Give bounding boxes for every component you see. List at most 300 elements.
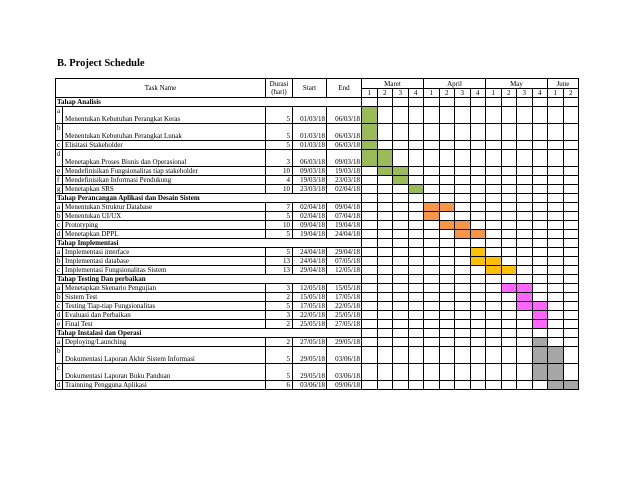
gantt-cell — [470, 176, 486, 185]
section-row — [56, 329, 579, 338]
task-row — [56, 124, 579, 141]
week-header: 3 — [455, 89, 471, 98]
gantt-cell — [486, 230, 502, 239]
gantt-cell — [393, 141, 409, 150]
gantt-cell — [470, 221, 486, 230]
task-duration: 10 — [266, 185, 293, 194]
gantt-cell — [393, 257, 409, 266]
gantt-cell — [408, 124, 424, 141]
gantt-cell — [393, 203, 409, 212]
gantt-cell — [455, 239, 471, 248]
gantt-bar-cell — [424, 212, 440, 221]
gantt-cell — [362, 284, 378, 293]
task-start: 24/04/18 — [293, 248, 327, 257]
gantt-cell — [532, 141, 548, 150]
task-name: Menentukan Kebutuhan Perangkat Lunak — [63, 124, 266, 141]
section-title: Tahap Testing Dan perbaikan — [56, 275, 362, 284]
section-row — [56, 239, 579, 248]
gantt-cell — [362, 293, 378, 302]
task-label: e — [56, 320, 63, 329]
task-label: g — [57, 185, 61, 193]
gantt-cell — [532, 124, 548, 141]
gantt-cell — [486, 203, 502, 212]
gantt-cell — [393, 150, 409, 167]
gantt-cell — [393, 320, 409, 329]
gantt-cell — [532, 185, 548, 194]
gantt-cell — [548, 266, 564, 275]
gantt-cell — [470, 381, 486, 390]
section-title: Tahap Analisis — [56, 98, 362, 107]
task-name: Implementasi interface — [63, 248, 266, 257]
task-name: Menetapkan DPPL — [63, 230, 266, 239]
task-duration: 2 — [266, 293, 293, 302]
gantt-cell — [408, 150, 424, 167]
gantt-cell — [439, 239, 455, 248]
page-heading: B. Project Schedule — [57, 58, 145, 69]
task-end: 27/05/18 — [327, 320, 362, 329]
task-end: 15/05/18 — [327, 284, 362, 293]
gantt-cell — [408, 239, 424, 248]
gantt-cell — [424, 185, 440, 194]
gantt-cell — [563, 98, 579, 107]
gantt-cell — [424, 176, 440, 185]
task-end: 12/05/18 — [327, 266, 362, 275]
task-end: 29/04/18 — [327, 248, 362, 257]
gantt-cell — [532, 176, 548, 185]
gantt-cell — [532, 239, 548, 248]
task-row — [56, 141, 579, 150]
gantt-cell — [439, 98, 455, 107]
task-start: 19/03/18 — [293, 176, 327, 185]
gantt-cell — [532, 275, 548, 284]
duration-header-unit: (hari) — [271, 88, 287, 96]
gantt-cell — [393, 266, 409, 275]
gantt-cell — [563, 248, 579, 257]
gantt-cell — [408, 381, 424, 390]
gantt-cell — [470, 293, 486, 302]
week-header: 4 — [408, 89, 424, 98]
gantt-cell — [455, 266, 471, 275]
gantt-cell — [548, 311, 564, 320]
gantt-bar-cell — [532, 311, 548, 320]
gantt-cell — [362, 212, 378, 221]
task-start: 19/04/18 — [293, 230, 327, 239]
gantt-cell — [563, 141, 579, 150]
gantt-cell — [439, 302, 455, 311]
task-row — [56, 381, 579, 390]
task-name: Menentukan Struktur Database — [63, 203, 266, 212]
gantt-cell — [517, 239, 533, 248]
task-label: e — [56, 167, 63, 176]
gantt-cell — [563, 107, 579, 124]
gantt-cell — [393, 248, 409, 257]
task-duration: 5 — [266, 248, 293, 257]
task-start: 29/04/18 — [293, 266, 327, 275]
week-header: 1 — [548, 89, 564, 98]
gantt-cell — [486, 141, 502, 150]
gantt-cell — [377, 141, 393, 150]
gantt-cell — [470, 150, 486, 167]
task-name: Prototyping — [63, 221, 266, 230]
task-label: c — [56, 221, 63, 230]
gantt-cell — [470, 311, 486, 320]
gantt-cell — [548, 167, 564, 176]
gantt-cell — [424, 364, 440, 381]
gantt-cell — [486, 293, 502, 302]
gantt-cell — [563, 194, 579, 203]
task-label: a — [56, 248, 63, 257]
gantt-cell — [439, 293, 455, 302]
gantt-cell — [377, 320, 393, 329]
gantt-cell — [486, 212, 502, 221]
gantt-cell — [532, 212, 548, 221]
gantt-cell — [486, 364, 502, 381]
gantt-cell — [377, 266, 393, 275]
gantt-cell — [563, 124, 579, 141]
gantt-cell — [408, 107, 424, 124]
gantt-cell — [362, 203, 378, 212]
gantt-cell — [377, 329, 393, 338]
gantt-cell — [517, 347, 533, 364]
task-label: f — [56, 176, 63, 185]
gantt-cell — [424, 381, 440, 390]
gantt-cell — [470, 194, 486, 203]
task-start: 02/04/18 — [293, 203, 327, 212]
task-start: 12/05/18 — [293, 284, 327, 293]
gantt-cell — [532, 230, 548, 239]
gantt-cell — [548, 107, 564, 124]
task-label: b — [57, 257, 61, 265]
task-name: Menetapkan Skenario Pengujian — [63, 284, 266, 293]
gantt-cell — [362, 230, 378, 239]
gantt-cell — [486, 311, 502, 320]
gantt-cell — [470, 320, 486, 329]
gantt-cell — [377, 293, 393, 302]
gantt-cell — [470, 98, 486, 107]
gantt-cell — [470, 347, 486, 364]
gantt-cell — [563, 329, 579, 338]
task-row — [56, 338, 579, 347]
task-end: 07/04/18 — [327, 212, 362, 221]
task-start: 01/03/18 — [293, 107, 327, 124]
gantt-cell — [362, 194, 378, 203]
gantt-cell — [424, 141, 440, 150]
gantt-cell — [563, 221, 579, 230]
gantt-cell — [501, 311, 517, 320]
task-row — [56, 185, 579, 194]
gantt-cell — [393, 329, 409, 338]
gantt-cell — [548, 329, 564, 338]
gantt-cell — [439, 266, 455, 275]
task-start: 25/05/18 — [293, 320, 327, 329]
month-header-april: April — [424, 79, 486, 89]
gantt-cell — [393, 293, 409, 302]
gantt-cell — [470, 124, 486, 141]
gantt-cell — [470, 203, 486, 212]
gantt-cell — [486, 329, 502, 338]
gantt-cell — [362, 98, 378, 107]
gantt-cell — [455, 284, 471, 293]
gantt-cell — [486, 98, 502, 107]
gantt-bar-cell — [486, 257, 502, 266]
gantt-cell — [424, 266, 440, 275]
gantt-cell — [470, 364, 486, 381]
task-end: 06/03/18 — [327, 107, 362, 124]
gantt-cell — [501, 185, 517, 194]
gantt-bar-cell — [439, 221, 455, 230]
gantt-cell — [408, 275, 424, 284]
gantt-cell — [548, 248, 564, 257]
gantt-cell — [532, 266, 548, 275]
gantt-cell — [393, 212, 409, 221]
gantt-cell — [439, 107, 455, 124]
task-end: 09/06/18 — [327, 381, 362, 390]
gantt-cell — [455, 185, 471, 194]
gantt-cell — [563, 150, 579, 167]
gantt-cell — [501, 203, 517, 212]
gantt-cell — [439, 248, 455, 257]
gantt-cell — [424, 293, 440, 302]
task-name: Menetapkan Proses Bisnis dan Operasional — [63, 150, 266, 167]
gantt-cell — [548, 302, 564, 311]
task-start: 27/05/18 — [293, 338, 327, 347]
task-label: b — [57, 293, 61, 301]
gantt-cell — [548, 124, 564, 141]
gantt-cell — [470, 185, 486, 194]
gantt-cell — [517, 364, 533, 381]
gantt-cell — [362, 221, 378, 230]
gantt-cell — [470, 107, 486, 124]
gantt-cell — [424, 239, 440, 248]
week-header: 2 — [377, 89, 393, 98]
gantt-cell — [455, 338, 471, 347]
task-duration: 3 — [266, 311, 293, 320]
task-name: Dokumentasi Laporan Akhir Sistem Informasi — [63, 347, 266, 364]
gantt-cell — [408, 98, 424, 107]
gantt-cell — [563, 212, 579, 221]
gantt-cell — [501, 212, 517, 221]
gantt-cell — [408, 203, 424, 212]
gantt-cell — [517, 107, 533, 124]
gantt-bar-cell — [377, 150, 393, 167]
gantt-cell — [548, 338, 564, 347]
gantt-bar-cell — [517, 302, 533, 311]
gantt-cell — [455, 203, 471, 212]
gantt-cell — [408, 364, 424, 381]
gantt-cell — [362, 176, 378, 185]
gantt-cell — [486, 167, 502, 176]
task-duration: 3 — [266, 150, 293, 167]
task-name-header: Task Name — [56, 79, 266, 98]
gantt-cell — [362, 302, 378, 311]
gantt-cell — [424, 302, 440, 311]
gantt-bar-cell — [393, 167, 409, 176]
section-title: Tahap Implementasi — [56, 239, 362, 248]
gantt-cell — [501, 302, 517, 311]
gantt-cell — [563, 320, 579, 329]
gantt-cell — [408, 194, 424, 203]
task-start: 17/05/18 — [293, 302, 327, 311]
week-header: 2 — [439, 89, 455, 98]
gantt-cell — [517, 141, 533, 150]
gantt-cell — [548, 239, 564, 248]
task-duration: 5 — [266, 107, 293, 124]
section-row — [56, 194, 579, 203]
gantt-cell — [532, 329, 548, 338]
task-name: Trainning Pengguna Aplikasi — [63, 381, 266, 390]
gantt-cell — [563, 275, 579, 284]
task-name: Menentukan UI/UX — [63, 212, 266, 221]
gantt-cell — [532, 203, 548, 212]
gantt-cell — [501, 257, 517, 266]
gantt-bar-cell — [393, 176, 409, 185]
gantt-cell — [517, 311, 533, 320]
gantt-cell — [532, 381, 548, 390]
gantt-cell — [424, 257, 440, 266]
task-name: Evaluasi dan Perbaikan — [63, 311, 266, 320]
gantt-cell — [377, 185, 393, 194]
gantt-cell — [517, 275, 533, 284]
gantt-cell — [501, 329, 517, 338]
task-duration: 10 — [266, 167, 293, 176]
gantt-cell — [439, 194, 455, 203]
gantt-cell — [424, 284, 440, 293]
gantt-cell — [455, 141, 471, 150]
gantt-bar-cell — [470, 230, 486, 239]
gantt-cell — [563, 364, 579, 381]
gantt-cell — [532, 248, 548, 257]
gantt-cell — [362, 185, 378, 194]
task-label: d — [57, 230, 61, 238]
task-start: 15/05/18 — [293, 293, 327, 302]
gantt-bar-cell — [408, 185, 424, 194]
gantt-cell — [377, 257, 393, 266]
gantt-cell — [470, 302, 486, 311]
task-label: d — [57, 381, 61, 389]
gantt-cell — [548, 212, 564, 221]
gantt-cell — [424, 347, 440, 364]
gantt-cell — [548, 141, 564, 150]
gantt-cell — [424, 124, 440, 141]
task-end: 19/03/18 — [327, 167, 362, 176]
gantt-bar-cell — [548, 364, 564, 381]
gantt-cell — [362, 381, 378, 390]
gantt-cell — [393, 107, 409, 124]
gantt-cell — [501, 293, 517, 302]
schedule-table — [55, 78, 579, 390]
gantt-cell — [548, 185, 564, 194]
task-end: 19/04/18 — [327, 221, 362, 230]
gantt-cell — [486, 124, 502, 141]
gantt-cell — [501, 364, 517, 381]
task-label: b — [56, 347, 63, 364]
gantt-cell — [548, 293, 564, 302]
gantt-cell — [501, 107, 517, 124]
task-end: 03/06/18 — [327, 364, 362, 381]
gantt-cell — [408, 329, 424, 338]
gantt-cell — [377, 364, 393, 381]
task-name: Testing Tiap-tiap Fungsionalitas — [63, 302, 266, 311]
gantt-cell — [517, 329, 533, 338]
task-start: 22/05/18 — [293, 311, 327, 320]
gantt-cell — [517, 320, 533, 329]
task-start: 29/05/18 — [293, 347, 327, 364]
gantt-bar-cell — [362, 107, 378, 124]
gantt-cell — [455, 329, 471, 338]
gantt-cell — [501, 230, 517, 239]
gantt-cell — [439, 141, 455, 150]
gantt-bar-cell — [424, 203, 440, 212]
gantt-cell — [455, 124, 471, 141]
end-header: End — [327, 79, 362, 98]
gantt-cell — [517, 248, 533, 257]
gantt-cell — [486, 239, 502, 248]
gantt-cell — [517, 266, 533, 275]
task-start: 23/03/18 — [293, 185, 327, 194]
task-label: c — [56, 266, 63, 275]
gantt-cell — [486, 107, 502, 124]
gantt-cell — [548, 320, 564, 329]
gantt-cell — [517, 221, 533, 230]
task-start: 09/04/18 — [293, 221, 327, 230]
gantt-cell — [408, 266, 424, 275]
gantt-bar-cell — [548, 347, 564, 364]
gantt-cell — [517, 338, 533, 347]
gantt-cell — [439, 347, 455, 364]
gantt-cell — [439, 311, 455, 320]
gantt-cell — [439, 364, 455, 381]
gantt-cell — [532, 293, 548, 302]
gantt-cell — [501, 167, 517, 176]
section-title: Tahap Perancangan Aplikasi dan Desain Sistem — [56, 194, 362, 203]
week-header: 2 — [563, 89, 579, 98]
task-label: a — [56, 284, 63, 293]
gantt-cell — [439, 230, 455, 239]
gantt-cell — [563, 302, 579, 311]
gantt-cell — [362, 329, 378, 338]
gantt-cell — [501, 320, 517, 329]
gantt-cell — [486, 248, 502, 257]
task-name: Final Test — [63, 320, 266, 329]
gantt-cell — [377, 107, 393, 124]
task-row — [56, 257, 579, 266]
task-row — [56, 320, 579, 329]
schedule-body — [56, 98, 579, 390]
task-row — [56, 347, 579, 364]
task-end: 06/03/18 — [327, 124, 362, 141]
gantt-cell — [548, 257, 564, 266]
gantt-cell — [455, 302, 471, 311]
gantt-cell — [377, 338, 393, 347]
gantt-cell — [486, 338, 502, 347]
gantt-cell — [408, 248, 424, 257]
gantt-cell — [377, 347, 393, 364]
gantt-bar-cell — [455, 221, 471, 230]
gantt-cell — [517, 150, 533, 167]
gantt-cell — [377, 275, 393, 284]
gantt-cell — [501, 381, 517, 390]
gantt-cell — [393, 302, 409, 311]
gantt-cell — [377, 381, 393, 390]
gantt-cell — [439, 338, 455, 347]
gantt-cell — [408, 347, 424, 364]
gantt-cell — [377, 194, 393, 203]
gantt-cell — [455, 98, 471, 107]
gantt-bar-cell — [377, 167, 393, 176]
gantt-cell — [377, 284, 393, 293]
gantt-cell — [548, 176, 564, 185]
header-row-months — [56, 79, 579, 89]
